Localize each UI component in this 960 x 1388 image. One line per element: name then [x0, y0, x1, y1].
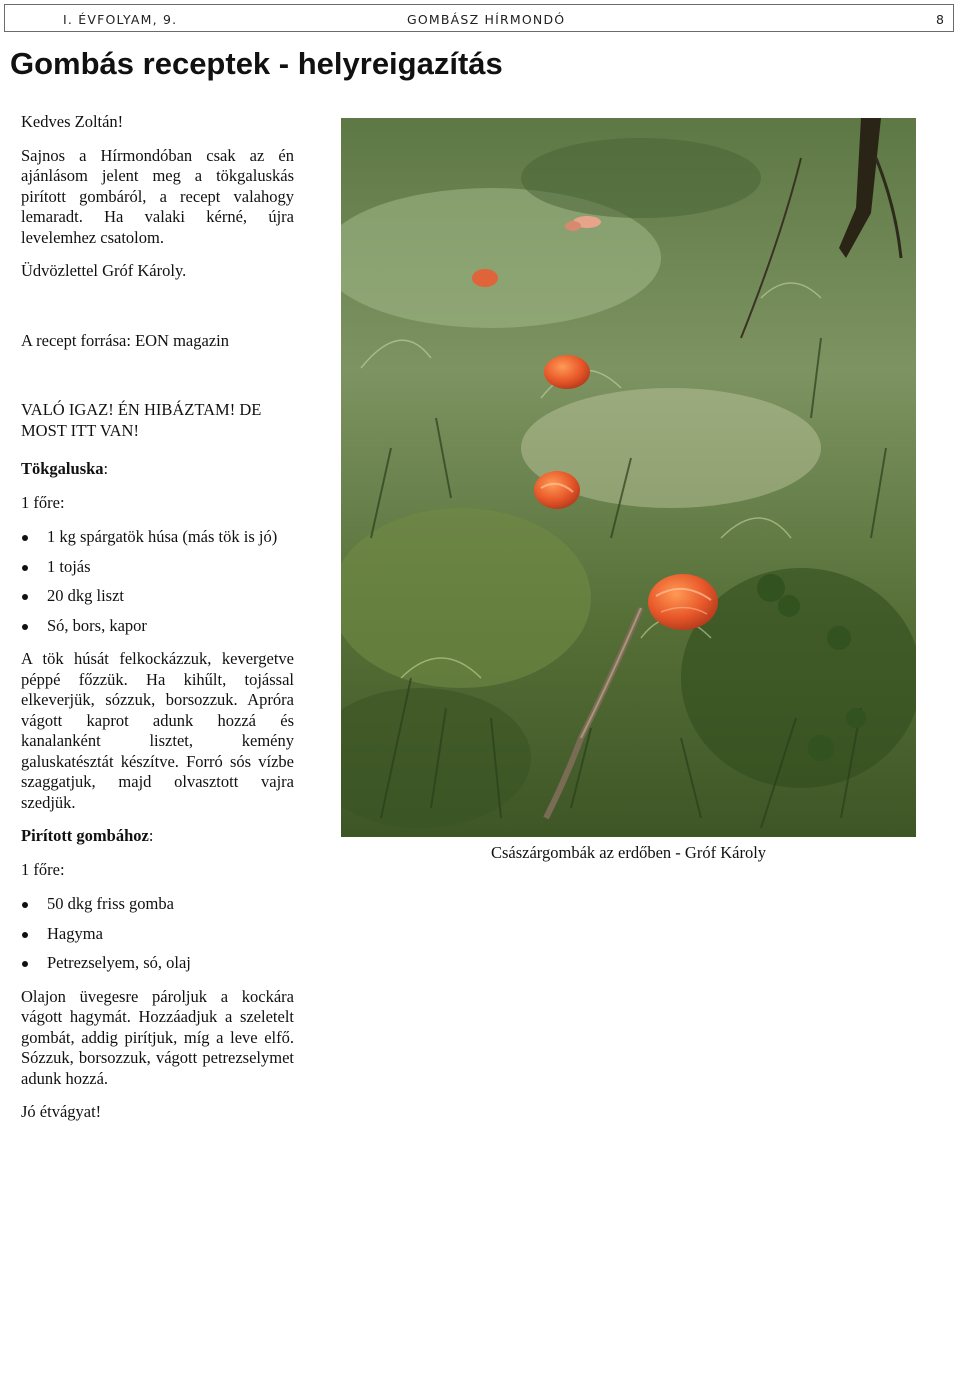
- recipe2-heading: [21, 826, 294, 847]
- recipe1-method: A tök húsát felkockázzuk, kevergetve péppé főzzük. Ha kihűlt, tojással elkeverjük, sózzuk, borsozzuk. Apróra vágott kaprot adunk hozzá és kanalanként lisztet, kemény galuskatésztát készítve. Forró sós vízbe szaggatjuk, majd olvasztott vajra szedjük.: [21, 649, 294, 812]
- recipe1-serves: 1 főre:: [21, 492, 65, 512]
- ingredient-item: Hagyma: [21, 924, 294, 945]
- recipe2-colon: :: [148, 826, 154, 845]
- publication-name: GOMBÁSZ HÍRMONDÓ: [407, 12, 566, 27]
- recipe1-name: Tökgaluska: [21, 459, 104, 478]
- ingredient-item: Petrezselyem, só, olaj: [21, 953, 294, 974]
- recipe-source: A recept forrása: EON magazin: [21, 330, 229, 350]
- ingredient-item: Só, bors, kapor: [21, 616, 294, 637]
- recipe1-heading: [21, 459, 294, 480]
- page-title: Gombás receptek - helyreigazítás: [10, 46, 503, 81]
- recipe2-ingredients: [21, 894, 294, 974]
- page-header: [4, 4, 954, 32]
- ingredient-item: 1 tojás: [21, 557, 294, 578]
- recipe1-ingredients: [21, 527, 294, 636]
- ingredient-item: 50 dkg friss gomba: [21, 894, 294, 915]
- page-number: 8: [936, 12, 946, 27]
- recipe1-colon: :: [103, 459, 109, 478]
- closing-line: Jó étvágyat!: [21, 1102, 102, 1121]
- letter-signoff: Üdvözlettel Gróf Károly.: [21, 261, 187, 280]
- letter-body: Sajnos a Hírmondóban csak az én ajánlásom jelent meg a tökgaluskás pirított gombáról, a recept valahogy lemaradt. Ha valaki kérné, újra levelemhez csatolom.: [21, 145, 294, 247]
- issue-label: I. ÉVFOLYAM, 9.: [63, 12, 178, 27]
- letter-greeting: Kedves Zoltán!: [21, 112, 124, 131]
- recipe2-method: Olajon üvegesre pároljuk a kockára vágott hagymát. Hozzáadjuk a szeletelt gombát, addig pirítjuk, míg a leve elfő. Sózzuk, borsozzuk, vágott petrezselymet adunk hozzá.: [21, 986, 294, 1088]
- article-column: [21, 112, 294, 1123]
- ingredient-item: 1 kg spárgatök húsa (más tök is jó): [21, 527, 294, 548]
- correction-note: VALÓ IGAZ! ÉN HIBÁZTAM! DE MOST ITT VAN!: [21, 400, 262, 440]
- mushroom-photo: [341, 118, 916, 837]
- recipe2-serves: 1 főre:: [21, 859, 65, 879]
- photo-caption: Császárgombák az erdőben - Gróf Károly: [490, 843, 767, 862]
- ingredient-item: 20 dkg liszt: [21, 586, 294, 607]
- recipe2-name: Pirított gombához: [21, 826, 149, 845]
